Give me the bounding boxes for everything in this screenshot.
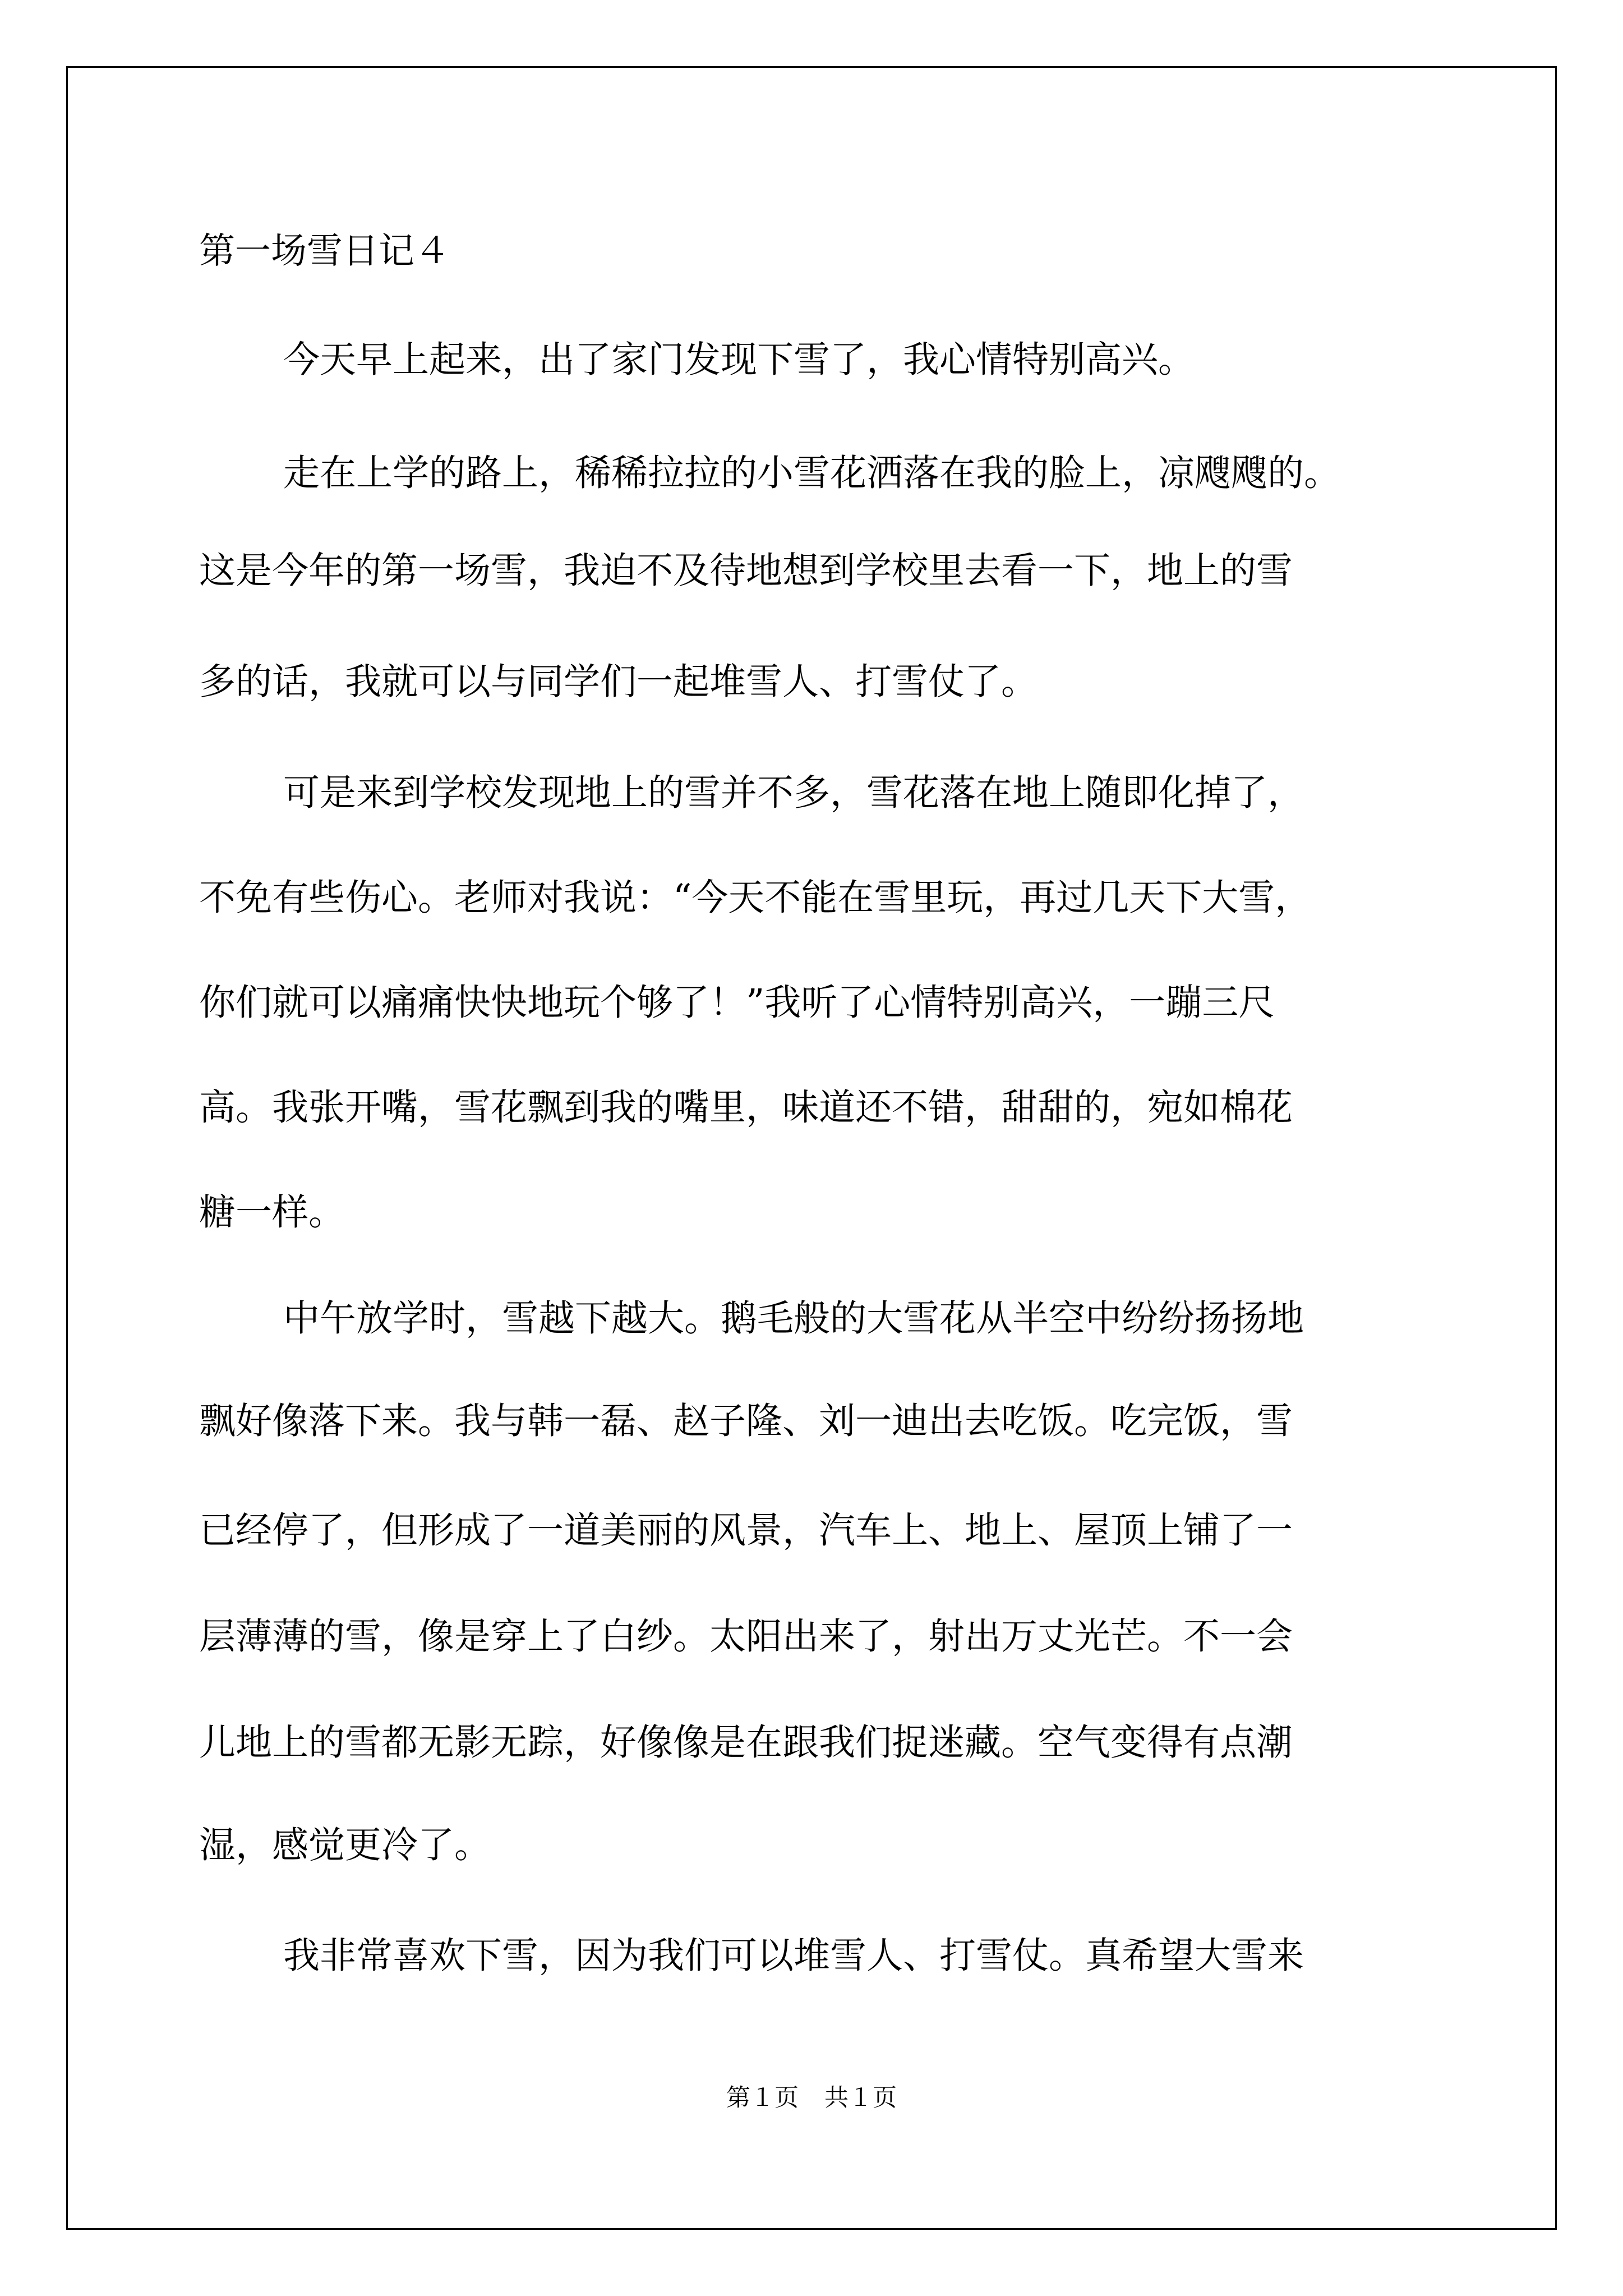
body-line: 湿，感觉更冷了。	[199, 1824, 491, 1866]
body-line: 飘好像落下来。我与韩一磊、赵子隆、刘一迪出去吃饭。吃完饭，雪	[199, 1400, 1293, 1442]
body-line: 今天早上起来，出了家门发现下雪了，我心情特别高兴。	[283, 339, 1195, 381]
body-line: 多的话，我就可以与同学们一起堆雪人、打雪仗了。	[199, 661, 1038, 703]
body-line: 走在上学的路上，稀稀拉拉的小雪花洒落在我的脸上，凉飕飕的。	[283, 452, 1341, 494]
body-line: 儿地上的雪都无影无踪，好像像是在跟我们捉迷藏。空气变得有点潮	[199, 1722, 1293, 1764]
document-title: 第一场雪日记４	[199, 231, 450, 272]
page-number: 第１页	[726, 2084, 799, 2112]
body-line: 高。我张开嘴，雪花飘到我的嘴里，味道还不错，甜甜的，宛如棉花	[199, 1087, 1293, 1129]
body-line: 糖一样。	[199, 1191, 345, 1234]
body-line: 不免有些伤心。老师对我说：“今天不能在雪里玩，再过几天下大雪，	[199, 877, 1312, 919]
page-footer	[0, 2081, 1623, 2115]
body-line: 这是今年的第一场雪，我迫不及待地想到学校里去看一下，地上的雪	[199, 550, 1293, 592]
page-total: 共１页	[824, 2084, 897, 2112]
body-line: 我非常喜欢下雪，因为我们可以堆雪人、打雪仗。真希望大雪来	[283, 1935, 1304, 1977]
body-line: 已经停了，但形成了一道美丽的风景，汽车上、地上、屋顶上铺了一	[199, 1510, 1293, 1552]
body-line: 中午放学时，雪越下越大。鹅毛般的大雪花从半空中纷纷扬扬地	[283, 1297, 1304, 1340]
page-border	[66, 66, 1557, 2230]
body-line: 层薄薄的雪，像是穿上了白纱。太阳出来了，射出万丈光芒。不一会	[199, 1616, 1293, 1658]
body-line: 可是来到学校发现地上的雪并不多，雪花落在地上随即化掉了，	[283, 772, 1304, 814]
body-line: 你们就可以痛痛快快地玩个够了！”我听了心情特别高兴，一蹦三尺	[199, 982, 1275, 1024]
